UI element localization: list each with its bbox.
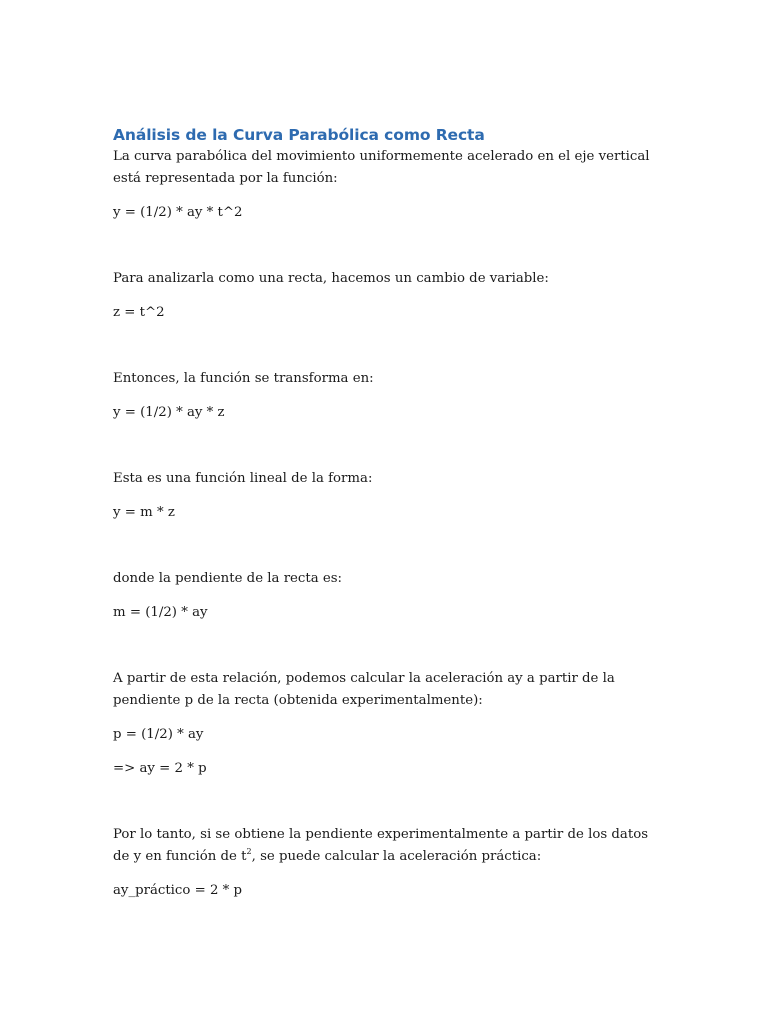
conclusion-text-start: Por lo tanto, si se obtiene la pendiente experimentalmente a partir de los datos de y en función de t: [113, 827, 649, 864]
equation-acceleration: => ay = 2 * p: [113, 761, 207, 776]
document-body: [113, 124, 658, 902]
intro-paragraph: La curva parabólica del movimiento uniformemente acelerado en el eje vertical está representada por la función:: [113, 149, 650, 186]
paragraph-transform: Entonces, la función se transforma en:: [113, 371, 374, 386]
superscript-exponent: 2: [246, 847, 252, 856]
document-title: Análisis de la Curva Parabólica como Recta: [113, 126, 485, 144]
equation-parabola: y = (1/2) * ay * t^2: [113, 205, 243, 220]
equation-slope: m = (1/2) * ay: [113, 605, 208, 620]
paragraph-relation: A partir de esta relación, podemos calcular la aceleración ay a partir de la pendiente p de la recta (obtenida experimentalmente):: [113, 671, 615, 708]
equation-line: y = m * z: [113, 505, 175, 520]
paragraph-slope: donde la pendiente de la recta es:: [113, 571, 343, 586]
paragraph-conclusion: [113, 824, 658, 868]
equation-linear: y = (1/2) * ay * z: [113, 405, 225, 420]
equation-practical-acceleration: ay_práctico = 2 * p: [113, 883, 243, 898]
paragraph-linear-form: Esta es una función lineal de la forma:: [113, 471, 373, 486]
equation-substitution: z = t^2: [113, 305, 165, 320]
paragraph-change-variable: Para analizarla como una recta, hacemos un cambio de variable:: [113, 271, 549, 286]
equation-experimental-slope: p = (1/2) * ay: [113, 727, 204, 742]
conclusion-text-end: , se puede calcular la aceleración práctica:: [251, 849, 542, 864]
